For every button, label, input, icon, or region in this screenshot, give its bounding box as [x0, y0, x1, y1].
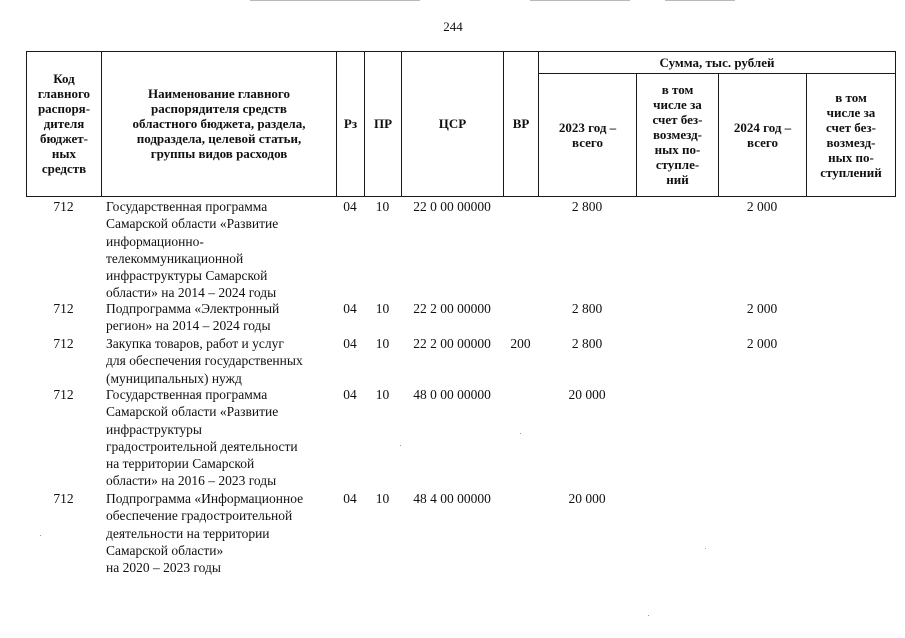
row-2024-total: 2 000: [746, 336, 778, 351]
row-pr: 10: [375, 336, 390, 351]
row-name-line: инфраструктуры: [106, 421, 202, 437]
header-line: 2023 год –: [558, 120, 617, 135]
header-line: счет без-: [652, 112, 703, 127]
header-line: бюджет-: [39, 131, 88, 146]
header-line: числе за: [653, 97, 702, 112]
sum-subheader-rule: [538, 73, 895, 74]
header-code: [27, 71, 101, 176]
row-code: 712: [53, 387, 74, 402]
header-line: в том: [835, 90, 867, 105]
row-name-line: Самарской области»: [106, 542, 224, 558]
header-line: распорядителя средств: [151, 101, 287, 116]
row-csr: 22 2 00 00000: [413, 301, 491, 316]
header-2024-total: [719, 120, 806, 150]
row-name-line: для обеспечения государственных: [106, 353, 303, 369]
row-code: 712: [53, 199, 74, 214]
header-2023-total: [539, 120, 636, 150]
row-pr: 10: [375, 301, 390, 316]
row-csr: 48 4 00 00000: [413, 491, 491, 506]
row-name-line: Государственная программа: [106, 199, 268, 214]
row-name-line: области» на 2016 – 2023 годы: [106, 473, 277, 489]
header-line: возмезд-: [653, 127, 702, 142]
row-name: [106, 300, 279, 335]
row-csr: 22 0 00 00000: [413, 199, 491, 214]
row-pr: 10: [375, 491, 390, 506]
header-2024-incl: [807, 90, 895, 180]
row-code: 712: [53, 336, 74, 351]
header-line: главного: [37, 86, 91, 101]
row-name: [106, 490, 303, 576]
row-name-line: Самарской области «Развитие: [106, 404, 279, 420]
row-2023-total: 20 000: [568, 491, 606, 506]
row-2023-total: 2 800: [571, 301, 603, 316]
header-line: ступлений: [820, 165, 882, 180]
row-name-line: градостроительной деятельности: [106, 438, 298, 454]
header-line: ных по-: [654, 142, 701, 157]
row-rz: 04: [343, 199, 357, 214]
row-name-line: (муниципальных) нужд: [106, 370, 242, 386]
header-csr: ЦСР: [438, 116, 467, 131]
row-rz: 04: [343, 301, 357, 316]
header-line: средств: [41, 161, 87, 176]
header-line: всего: [572, 135, 603, 150]
header-line: в том: [661, 82, 694, 97]
scan-edge-line: [250, 0, 420, 1]
header-sum-title: Сумма, тыс. рублей: [659, 55, 775, 70]
row-2023-total: 2 800: [571, 199, 603, 214]
column-divider: [895, 51, 896, 196]
row-name-line: области» на 2014 – 2024 годы: [106, 285, 277, 301]
row-name-line: Закупка товаров, работ и услуг: [106, 336, 284, 351]
header-line: областного бюджета, раздела,: [132, 116, 306, 131]
row-name-line: телекоммуникационной: [106, 250, 244, 266]
header-line: распоря-: [37, 101, 91, 116]
row-2023-total: 20 000: [568, 387, 606, 402]
row-csr: 48 0 00 00000: [413, 387, 491, 402]
row-code: 712: [53, 491, 74, 506]
header-rz: Рз: [343, 116, 358, 131]
row-2023-total: 2 800: [571, 336, 603, 351]
row-2024-total: 2 000: [746, 301, 778, 316]
row-pr: 10: [375, 199, 390, 214]
header-line: ных по-: [828, 150, 874, 165]
row-2024-total: 2 000: [746, 199, 778, 214]
scan-speck: [400, 445, 401, 446]
scan-edge-line: [665, 0, 735, 1]
header-2023-incl: [637, 82, 718, 187]
row-name-line: регион» на 2014 – 2024 годы: [106, 318, 271, 334]
header-line: Код: [53, 71, 75, 86]
row-vr: 200: [510, 336, 531, 351]
row-name: [106, 386, 298, 490]
header-line: дителя: [43, 116, 85, 131]
row-rz: 04: [343, 336, 357, 351]
row-rz: 04: [343, 387, 357, 402]
table-top-border: [26, 51, 896, 52]
header-line: счет без-: [826, 120, 876, 135]
row-rz: 04: [343, 491, 357, 506]
scan-speck: [520, 433, 521, 434]
row-csr: 22 2 00 00000: [413, 336, 491, 351]
header-line: ний: [666, 172, 689, 187]
row-name-line: инфраструктуры Самарской: [106, 268, 268, 284]
header-line: возмезд-: [826, 135, 876, 150]
row-name-line: Государственная программа: [106, 387, 268, 402]
row-name-line: деятельности на территории: [106, 525, 270, 541]
header-vr: ВР: [512, 116, 530, 131]
row-code: 712: [53, 301, 74, 316]
scan-speck: [705, 548, 706, 549]
header-line: группы видов расходов: [150, 146, 288, 161]
header-bottom-border: [26, 196, 896, 197]
header-line: Наименование главного: [147, 86, 291, 101]
row-name-line: обеспечение градостроительной: [106, 508, 293, 524]
row-name-line: на территории Самарской: [106, 456, 255, 472]
row-name-line: Подпрограмма «Информационное: [106, 491, 304, 506]
scan-edge-line: [530, 0, 630, 1]
header-line: ных: [51, 146, 77, 161]
header-line: 2024 год –: [733, 120, 792, 135]
row-name: [106, 198, 278, 302]
row-name-line: информационно-: [106, 233, 204, 249]
header-line: числе за: [826, 105, 876, 120]
page-number: 244: [443, 19, 463, 34]
row-name-line: Подпрограмма «Электронный: [106, 301, 280, 316]
row-name-line: Самарской области «Развитие: [106, 216, 279, 232]
header-line: подраздела, целевой статьи,: [136, 131, 302, 146]
scan-speck: [40, 535, 41, 536]
scan-speck: [648, 615, 649, 616]
row-pr: 10: [375, 387, 390, 402]
header-pr: ПР: [373, 116, 393, 131]
row-name: [106, 335, 303, 387]
header-name: [102, 86, 336, 161]
header-line: ступле-: [655, 157, 700, 172]
header-line: всего: [747, 135, 778, 150]
row-name-line: на 2020 – 2023 годы: [106, 560, 221, 576]
